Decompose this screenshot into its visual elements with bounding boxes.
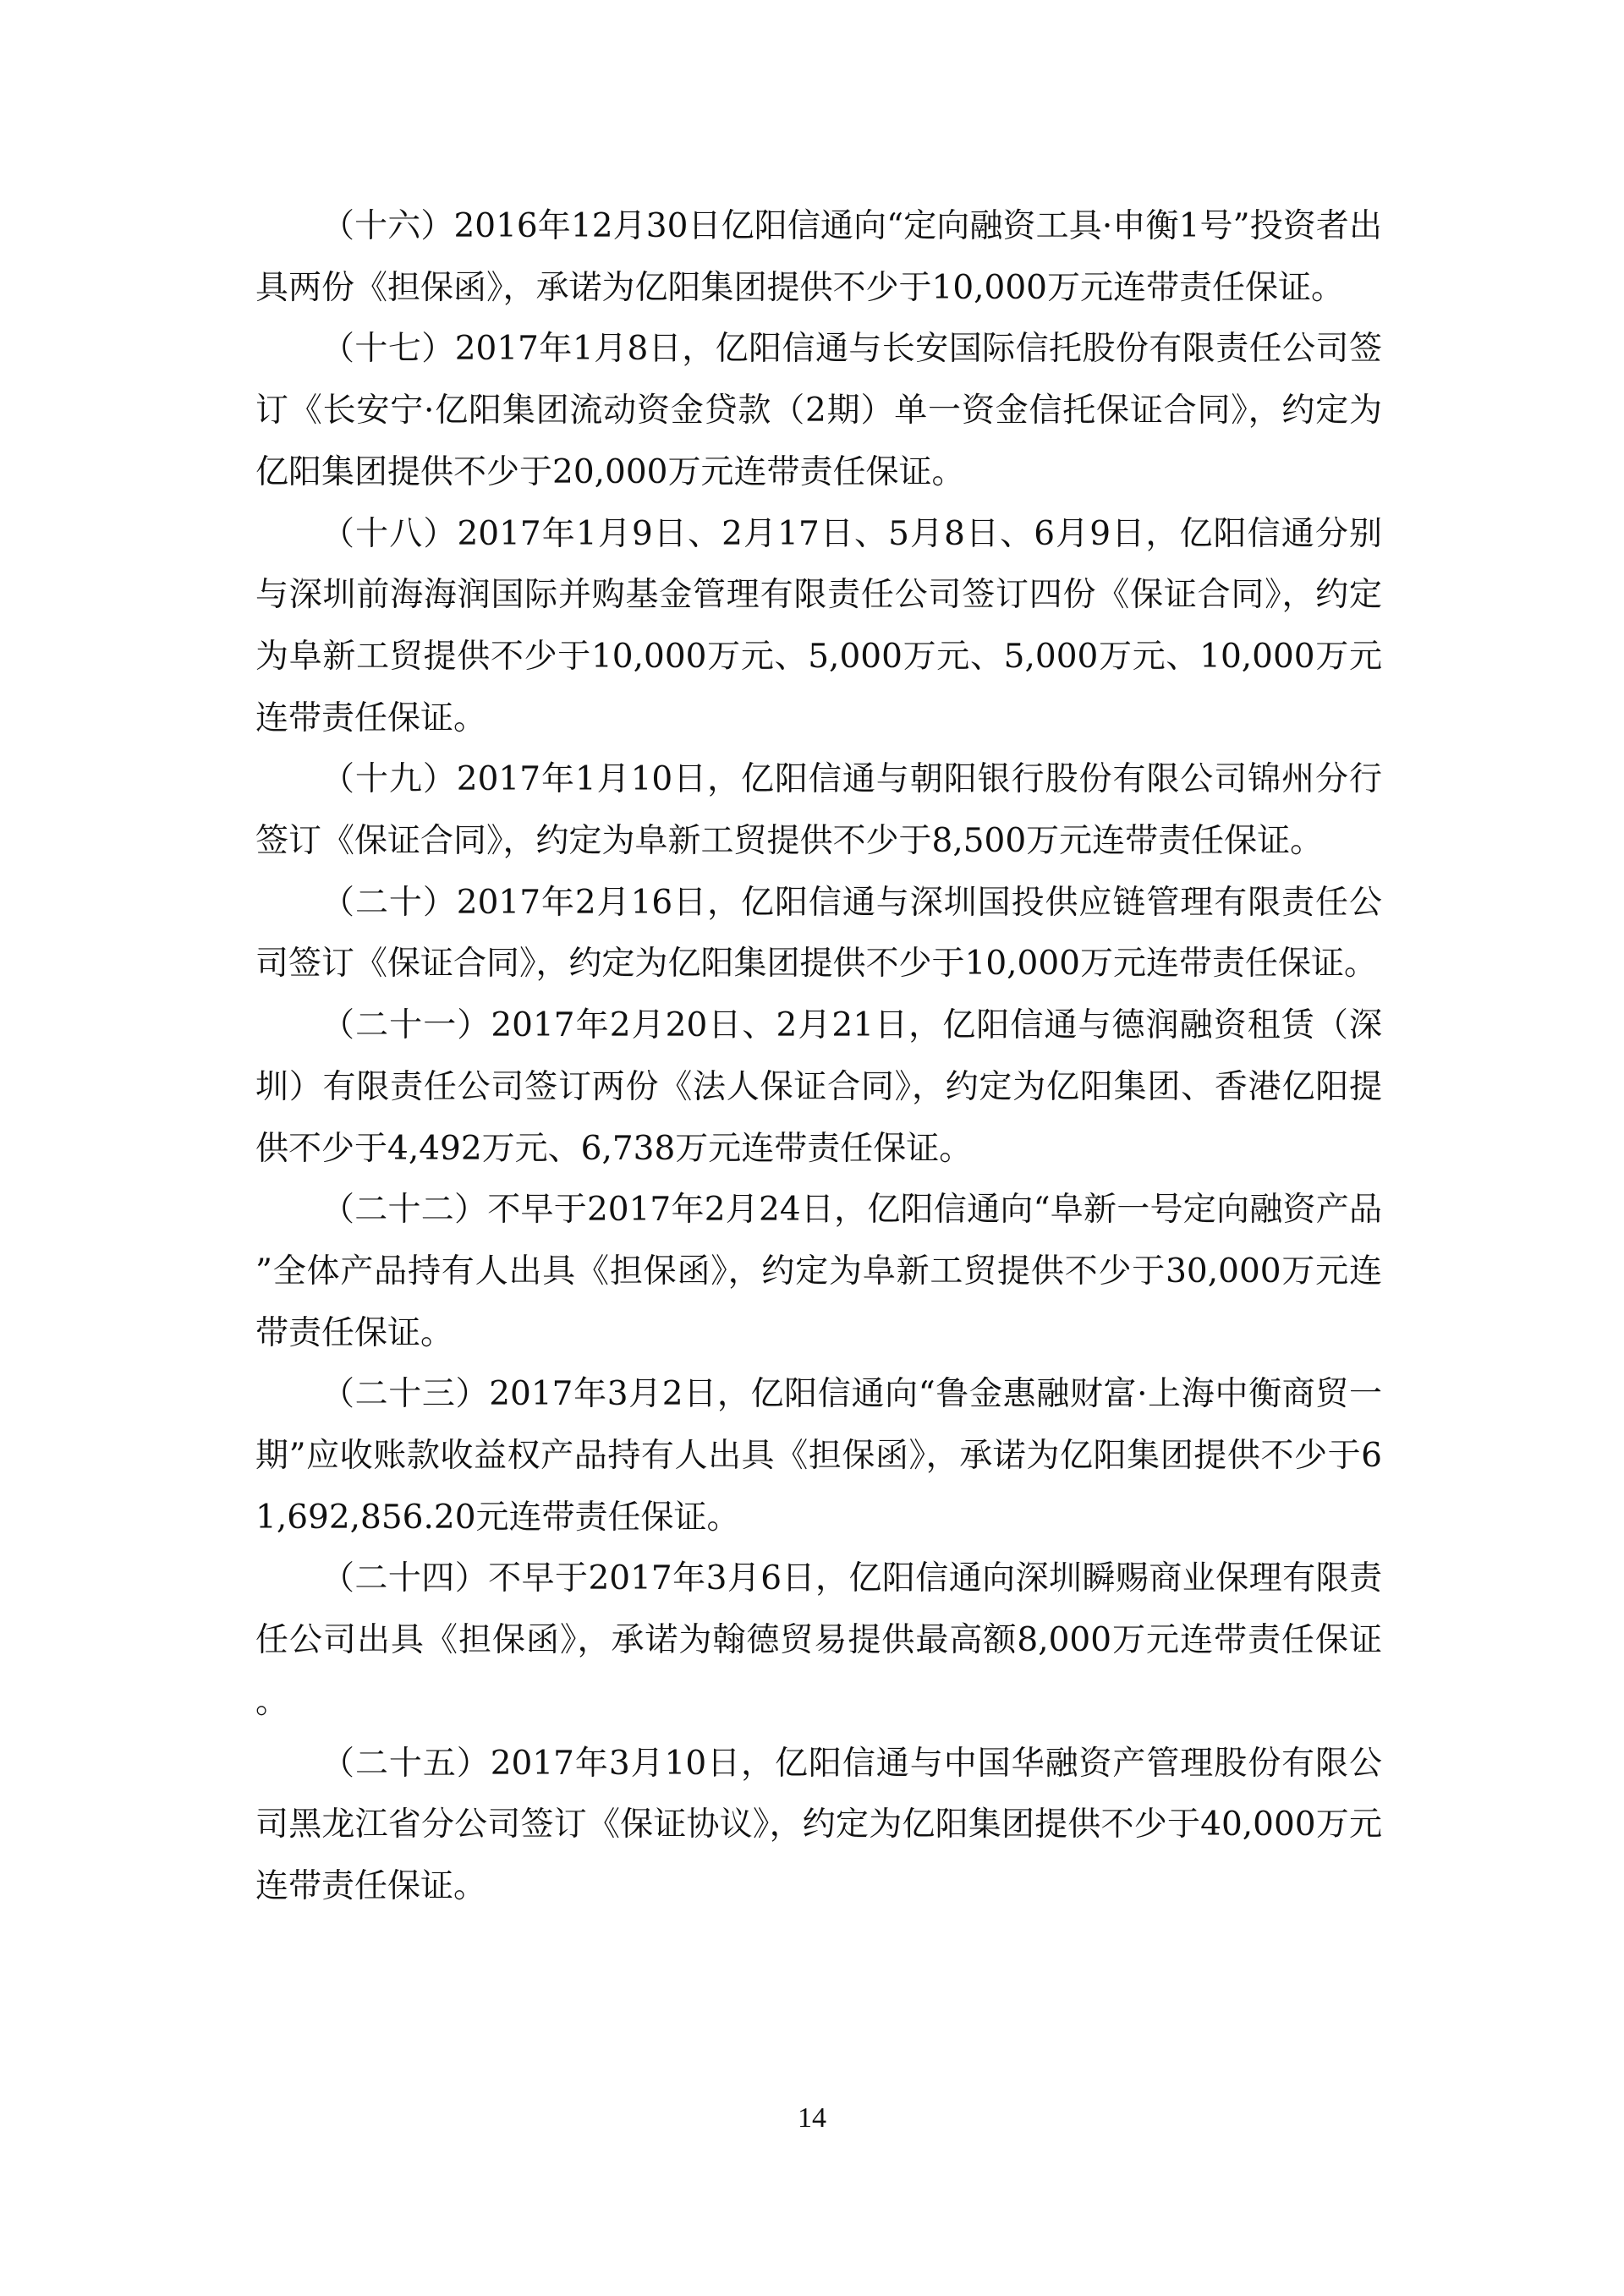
paragraph-20: （二十）2017年2月16日，亿阳信通与深圳国投供应链管理有限责任公司签订《保证合同》，约定为亿阳集团提供不少于10,000万元连带责任保证。 — [255, 883, 1382, 984]
page-number: 14 — [798, 2102, 826, 2134]
paragraph-16: （十六）2016年12月30日亿阳信通向“定向融资工具·申衡1号”投资者出具两份《担保函》，承诺为亿阳集团提供不少于10,000万元连带责任保证。 — [255, 207, 1382, 307]
paragraph-19: （十九）2017年1月10日，亿阳信通与朝阳银行股份有限公司锦州分行签订《保证合同》，约定为阜新工贸提供不少于8,500万元连带责任保证。 — [255, 760, 1382, 861]
paragraph-24: （二十四）不早于2017年3月6日，亿阳信通向深圳瞬赐商业保理有限责任公司出具《担保函》，承诺为翰德贸易提供最高额8,000万元连带责任保证。 — [255, 1559, 1382, 1721]
paragraph-18: （十八）2017年1月9日、2月17日、5月8日、6月9日，亿阳信通分别与深圳前海海润国际并购基金管理有限责任公司签订四份《保证合同》，约定为阜新工贸提供不少于10,000万元、5,000万元、5,000万元、10,000万元连带责任保证。 — [255, 514, 1382, 737]
paragraph-23: （二十三）2017年3月2日，亿阳信通向“鲁金惠融财富·上海中衡商贸一期”应收账款收益权产品持有人出具《担保函》，承诺为亿阳集团提供不少于61,692,856.20元连带责任保证。 — [255, 1375, 1382, 1537]
paragraph-25: （二十五）2017年3月10日，亿阳信通与中国华融资产管理股份有限公司黑龙江省分公司签订《保证协议》，约定为亿阳集团提供不少于40,000万元连带责任保证。 — [255, 1744, 1382, 1905]
paragraph-17: （十七）2017年1月8日，亿阳信通与长安国际信托股份有限责任公司签订《长安宁·亿阳集团流动资金贷款（2期）单一资金信托保证合同》，约定为亿阳集团提供不少于20,000万元连带责任保证。 — [255, 330, 1382, 491]
paragraph-21: （二十一）2017年2月20日、2月21日，亿阳信通与德润融资租赁（深圳）有限责任公司签订两份《法人保证合同》，约定为亿阳集团、香港亿阳提供不少于4,492万元、6,738万元连带责任保证。 — [255, 1006, 1382, 1168]
document-body — [255, 196, 1382, 1918]
paragraph-22: （二十二）不早于2017年2月24日，亿阳信通向“阜新一号定向融资产品”全体产品持有人出具《担保函》，约定为阜新工贸提供不少于30,000万元连带责任保证。 — [255, 1191, 1382, 1352]
